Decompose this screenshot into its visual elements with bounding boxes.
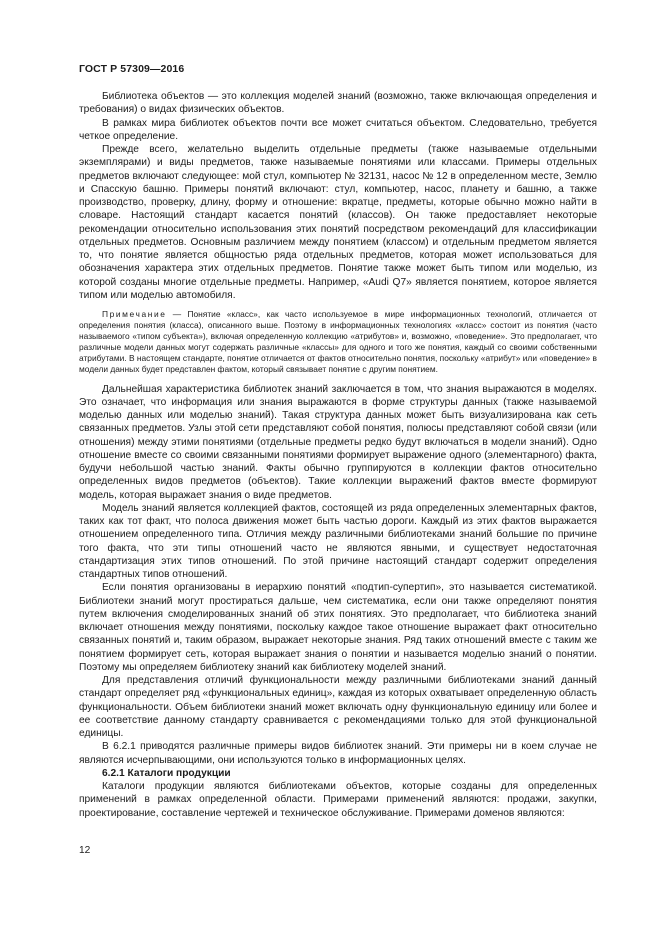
paragraph: В 6.2.1 приводятся различные примеры видов библиотек знаний. Эти примеры ни в коем случае не являются исчерпывающими, они используются только в информационных целях.: [79, 741, 597, 766]
paragraph: Если понятия организованы в иерархию понятий «подтип-супертип», это называется систематикой. Библиотеки знаний могут простираться дальше, чем систематика, если они также определяют понятия путем включения смоделированных знаний об этих понятиях. Это предполагает, что библиотека знаний включает отношения между понятиями, поскольку каждое такое отношение выражает факт относительно связанных понятий и, таким образом, выражает некоторые знания. Ряд таких отношений вместе с таким же понятием формирует сеть, которая выражает знания о понятии и называется моделью знаний о понятии. Поэтому мы определяем библиотеку знаний как библиотеку моделей знаний.: [79, 582, 597, 673]
paragraph: Для представления отличий функциональности между различными библиотеками знаний данный стандарт определяет ряд «функциональных единиц», каждая из которых охватывает определенную область функциональности. Объем библиотеки знаний может включать одну функциональную единицу или более и ее соответствие данному стандарту сравнивается с рекомендациями только для этой функциональной единицы.: [79, 675, 597, 740]
paragraph: Каталоги продукции являются библиотеками объектов, которые созданы для определенных применений в рамках определенной области. Примерами применений являются: продажи, закупки, проектирование, составление чертежей и техническое обслуживание. Примерами доменов являются:: [79, 781, 597, 819]
page-number: 12: [79, 845, 91, 856]
note-label: Примечание: [102, 309, 167, 319]
note-text: — Понятие «класс», как часто используемое в мире информационных технологий, отличается от определения понятия (класса), описанного выше. Поэтому в информационных технологиях «класс» состоит из понятия (часто называемого «типом субъекта»), включая определенную коллекцию «атрибутов» и, возможно, «поведение». Это предполагает, что различные модели данных могут содержать различные «классы» для одного и того же понятия, каждый со своими собственными атрибутами. В настоящем стандарте, понятие отличается от фактов относительно понятия, поскольку «атрибут» или «поведение» в модели данных будет представлен фактом, который связывает понятие с другим понятием.: [79, 309, 597, 375]
paragraph: В рамках мира библиотек объектов почти все может считаться объектом. Следовательно, требуется четкое определение.: [79, 117, 597, 142]
paragraph: Прежде всего, желательно выделить отдельные предметы (также называемые отдельными экземплярами) и виды предметов, также называемые понятиями или классами. Примеры отдельных предметов включают следующее: мой стул, компьютер № 32131, насос № 12 в определенном месте, Землю и Спасскую башню. Примеры понятий включают: стул, компьютер, насос, планету и башню, а также производство, проверку, длину, форму и отношение: вкратце, предметы, которые обычно можно найти в словаре. Настоящий стандарт касается понятий (классов). Он также предоставляет некоторые рекомендации относительно использования этих понятий посредством рекомендаций для классификации отдельных предметов. Основным различием между понятием (классом) и отдельным предметом является то, что понятие является общностью ряда отдельных предметов, которая может использоваться для обозначения характера этих отдельных предметов. Понятие также может быть типом или моделью, из которой созданы многие отдельные предметы. Например, «Audi Q7» является понятием, которое является типом или моделью автомобиля.: [79, 144, 597, 301]
paragraph: Модель знаний является коллекцией фактов, состоящей из ряда определенных элементарных фактов, таких как тот факт, что полоса движения может быть частью дороги. Каждый из этих фактов выражается отношением определенного типа. Отличия между различными библиотеками знаний большие по причине того факта, что эти типы отношений часто не являются явными, и существует недостаточная стандартизация этих типов отношений. По этой причине настоящий стандарт содержит определения стандартных типов отношений.: [79, 502, 597, 581]
paragraph: Дальнейшая характеристика библиотек знаний заключается в том, что знания выражаются в моделях. Это означает, что информация или знания выражаются в форме структуры данных (также называемой моделью данных или моделью знаний). Такая структура данных может быть визуализирована как сеть связанных предметов. Узлы этой сети представляют собой понятия, полюсы представляют собой связи (или отношения) между этими понятиями (отдельные предметы редко будут включаться в модели знаний). Одно отношение вместе со своими связанными понятиями формирует выражение одного (элементарного) факта, будучи небольшой частью знаний. Факты обычно группируются в коллекции фактов относительно определенных видов предметов (объектов). Такие коллекции выражений фактов вместе формируют модель, которая выражает знания о виде предметов.: [79, 383, 597, 501]
standard-header: ГОСТ Р 57309—2016: [79, 63, 185, 75]
page-body: [79, 90, 597, 820]
note: [79, 309, 597, 376]
section-heading: 6.2.1 Каталоги продукции: [102, 767, 231, 779]
paragraph: Библиотека объектов — это коллекция моделей знаний (возможно, также включающая определения и требования) о видах физических объектов.: [79, 91, 597, 116]
